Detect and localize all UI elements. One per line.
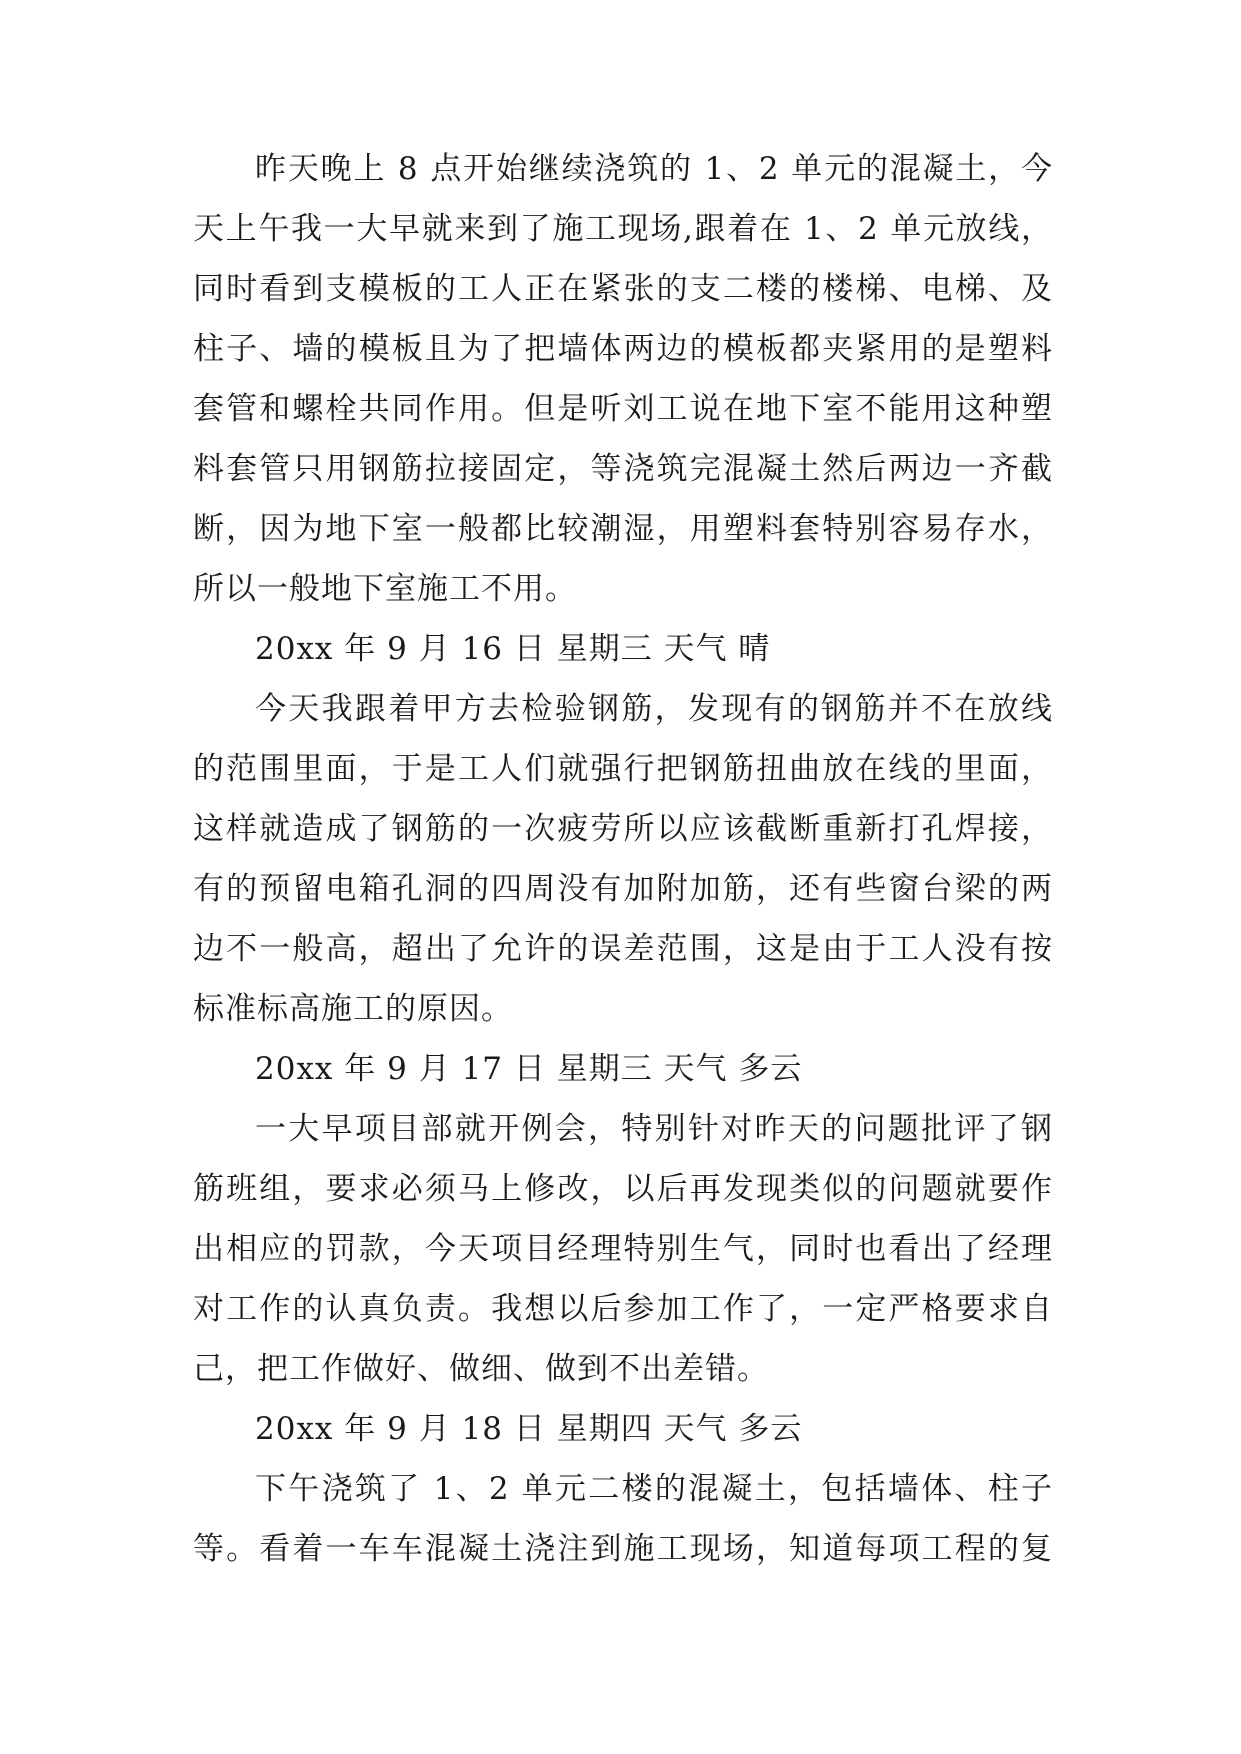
diary-date-heading: 20xx 年 9 月 16 日 星期三 天气 晴 (255, 631, 771, 667)
paragraph-line: 一大早项目部就开例会，特别针对昨天的问题批评了钢 (255, 1111, 1053, 1147)
paragraph-line: 今天我跟着甲方去检验钢筋，发现有的钢筋并不在放线 (255, 691, 1053, 727)
paragraph-line: 套管和螺栓共同作用。但是听刘工说在地下室不能用这种塑 (193, 391, 1053, 427)
paragraph-line: 断，因为地下室一般都比较潮湿，用塑料套特别容易存水， (193, 511, 1053, 547)
paragraph-line: 天上午我一大早就来到了施工现场,跟着在 1、2 单元放线， (193, 211, 1053, 247)
paragraph-line: 昨天晚上 8 点开始继续浇筑的 1、2 单元的混凝土，今 (255, 151, 1053, 187)
paragraph-line: 标准标高施工的原因。 (193, 991, 513, 1027)
paragraph-line: 己，把工作做好、做细、做到不出差错。 (193, 1351, 769, 1387)
paragraph-line: 边不一般高，超出了允许的误差范围，这是由于工人没有按 (193, 931, 1053, 967)
paragraph-line: 筋班组，要求必须马上修改，以后再发现类似的问题就要作 (193, 1171, 1053, 1207)
diary-date-heading: 20xx 年 9 月 17 日 星期三 天气 多云 (255, 1051, 803, 1087)
paragraph-line: 这样就造成了钢筋的一次疲劳所以应该截断重新打孔焊接， (193, 811, 1053, 847)
paragraph-line: 对工作的认真负责。我想以后参加工作了，一定严格要求自 (193, 1291, 1053, 1327)
paragraph-line: 柱子、墙的模板且为了把墙体两边的模板都夹紧用的是塑料 (193, 331, 1053, 367)
paragraph-line: 有的预留电箱孔洞的四周没有加附加筋，还有些窗台梁的两 (193, 871, 1053, 907)
paragraph-line: 出相应的罚款，今天项目经理特别生气，同时也看出了经理 (193, 1231, 1053, 1267)
paragraph-line: 下午浇筑了 1、2 单元二楼的混凝土，包括墙体、柱子 (255, 1471, 1053, 1507)
paragraph-line: 料套管只用钢筋拉接固定，等浇筑完混凝土然后两边一齐截 (193, 451, 1053, 487)
paragraph-line: 的范围里面，于是工人们就强行把钢筋扭曲放在线的里面， (193, 751, 1053, 787)
paragraph-line: 所以一般地下室施工不用。 (193, 571, 577, 607)
diary-date-heading: 20xx 年 9 月 18 日 星期四 天气 多云 (255, 1411, 803, 1447)
paragraph-line: 等。看着一车车混凝土浇注到施工现场，知道每项工程的复 (193, 1531, 1053, 1567)
paragraph-line: 同时看到支模板的工人正在紧张的支二楼的楼梯、电梯、及 (193, 271, 1053, 307)
